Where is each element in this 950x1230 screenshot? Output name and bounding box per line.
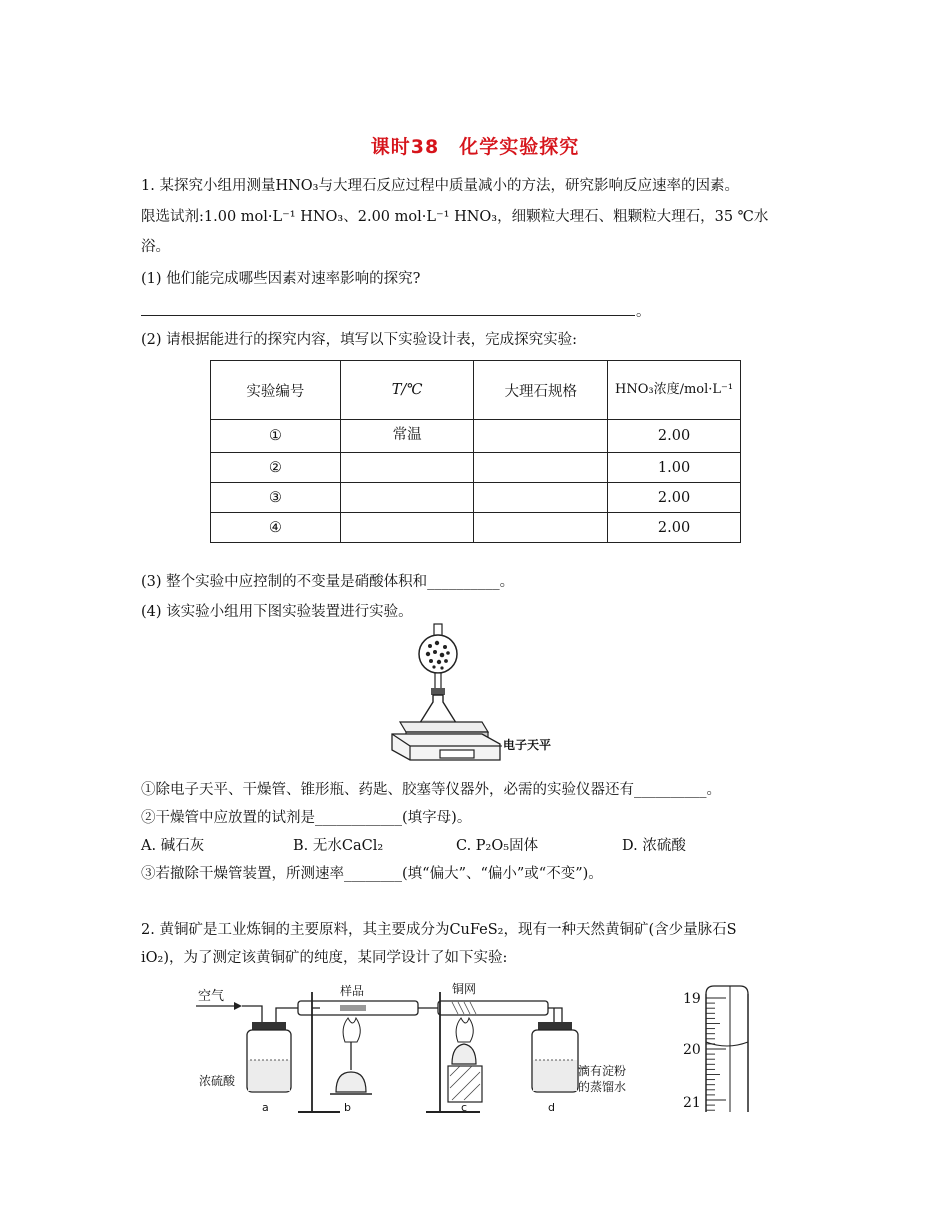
table-cell-blank[interactable] bbox=[474, 420, 608, 453]
table-cell: ② bbox=[211, 453, 341, 483]
q1-part3: (3) 整个实验中应控制的不变量是硝酸体积和__________。 bbox=[141, 574, 515, 590]
table-row bbox=[211, 513, 741, 543]
table-cell: 2.00 bbox=[608, 483, 741, 513]
option-b[interactable]: B. 无水CaCl₂ bbox=[293, 838, 384, 854]
fig-label-acid: 浓硫酸 bbox=[199, 1074, 236, 1088]
table-cell: 2.00 bbox=[608, 420, 741, 453]
burette-tick-21: 21 bbox=[683, 1095, 701, 1111]
q1-stem-line2: 限选试剂:1.00 mol·L⁻¹ HNO₃、2.00 mol·L⁻¹ HNO₃，细颗粒大理石、粗颗粒大理石，35 ℃水 bbox=[141, 209, 769, 225]
burette-tick-19: 19 bbox=[683, 991, 701, 1007]
header-exp-number: 实验编号 bbox=[211, 361, 341, 420]
fig-label-water-1: 滴有淀粉 bbox=[578, 1064, 627, 1078]
balance-label: 电子天平 bbox=[503, 738, 552, 752]
fig-label-water-2: 的蒸馏水 bbox=[578, 1080, 627, 1094]
burette-tick-20: 20 bbox=[683, 1042, 701, 1058]
q1-sub3: ③若撤除干燥管装置，所测速率________(填“偏大”、“偏小”或“不变”)。 bbox=[141, 866, 603, 882]
table-cell: ④ bbox=[211, 513, 341, 543]
page-title: 课时38 化学实验探究 bbox=[370, 136, 580, 158]
q1-sub1: ①除电子天平、干燥管、锥形瓶、药匙、胶塞等仪器外，必需的实验仪器还有__________。 bbox=[141, 782, 721, 798]
table-cell-blank[interactable] bbox=[474, 513, 608, 543]
fig-label-air: 空气 bbox=[198, 989, 225, 1004]
fig-label-c: c bbox=[461, 1101, 468, 1114]
header-marble-spec: 大理石规格 bbox=[474, 361, 608, 420]
option-c[interactable]: C. P₂O₅固体 bbox=[456, 838, 539, 854]
fig-label-b: b bbox=[344, 1101, 351, 1114]
q1-stem-line3: 浴。 bbox=[141, 239, 170, 255]
fig-label-sample: 样品 bbox=[340, 984, 365, 998]
table-cell-blank[interactable] bbox=[474, 453, 608, 483]
table-cell: 1.00 bbox=[608, 453, 741, 483]
fig-label-d: d bbox=[548, 1101, 555, 1114]
burette-figure bbox=[700, 984, 760, 1114]
q1-part1-end: 。 bbox=[636, 304, 651, 320]
q1-sub2: ②干燥管中应放置的试剂是____________(填字母)。 bbox=[141, 810, 472, 826]
header-temperature: T/℃ bbox=[340, 361, 474, 420]
table-row bbox=[211, 420, 741, 453]
table-cell: 2.00 bbox=[608, 513, 741, 543]
q1-part2: (2) 请根据能进行的探究内容，填写以下实验设计表，完成探究实验: bbox=[141, 332, 578, 348]
fig-label-copper-mesh: 铜网 bbox=[452, 982, 477, 996]
balance-apparatus-figure bbox=[390, 622, 590, 762]
q1-part1: (1) 他们能完成哪些因素对速率影响的探究? bbox=[141, 271, 421, 287]
header-hno3-conc: HNO₃浓度/mol·L⁻¹ bbox=[608, 361, 741, 420]
option-d[interactable]: D. 浓硫酸 bbox=[622, 838, 686, 854]
q1-part1-answer-line[interactable] bbox=[141, 315, 635, 316]
table-cell-blank[interactable] bbox=[340, 513, 474, 543]
experiment-design-table bbox=[210, 360, 741, 543]
table-cell: ③ bbox=[211, 483, 341, 513]
table-cell-blank[interactable] bbox=[340, 453, 474, 483]
q1-part4: (4) 该实验小组用下图实验装置进行实验。 bbox=[141, 604, 413, 620]
q2-stem-line1: 2. 黄铜矿是工业炼铜的主要原料，其主要成分为CuFeS₂，现有一种天然黄铜矿(含少量脉石S bbox=[141, 922, 737, 938]
option-a[interactable]: A. 碱石灰 bbox=[141, 838, 205, 854]
pyrite-apparatus-figure bbox=[190, 972, 650, 1122]
fig-label-a: a bbox=[262, 1101, 269, 1114]
table-cell: 常温 bbox=[340, 420, 474, 453]
table-row bbox=[211, 453, 741, 483]
table-cell-blank[interactable] bbox=[340, 483, 474, 513]
q1-stem-line1: 1. 某探究小组用测量HNO₃与大理石反应过程中质量减小的方法，研究影响反应速率的因素。 bbox=[141, 178, 739, 194]
table-cell-blank[interactable] bbox=[474, 483, 608, 513]
q2-stem-line2: iO₂)，为了测定该黄铜矿的纯度，某同学设计了如下实验: bbox=[141, 950, 508, 966]
table-row bbox=[211, 483, 741, 513]
table-header-row bbox=[211, 361, 741, 420]
table-cell: ① bbox=[211, 420, 341, 453]
